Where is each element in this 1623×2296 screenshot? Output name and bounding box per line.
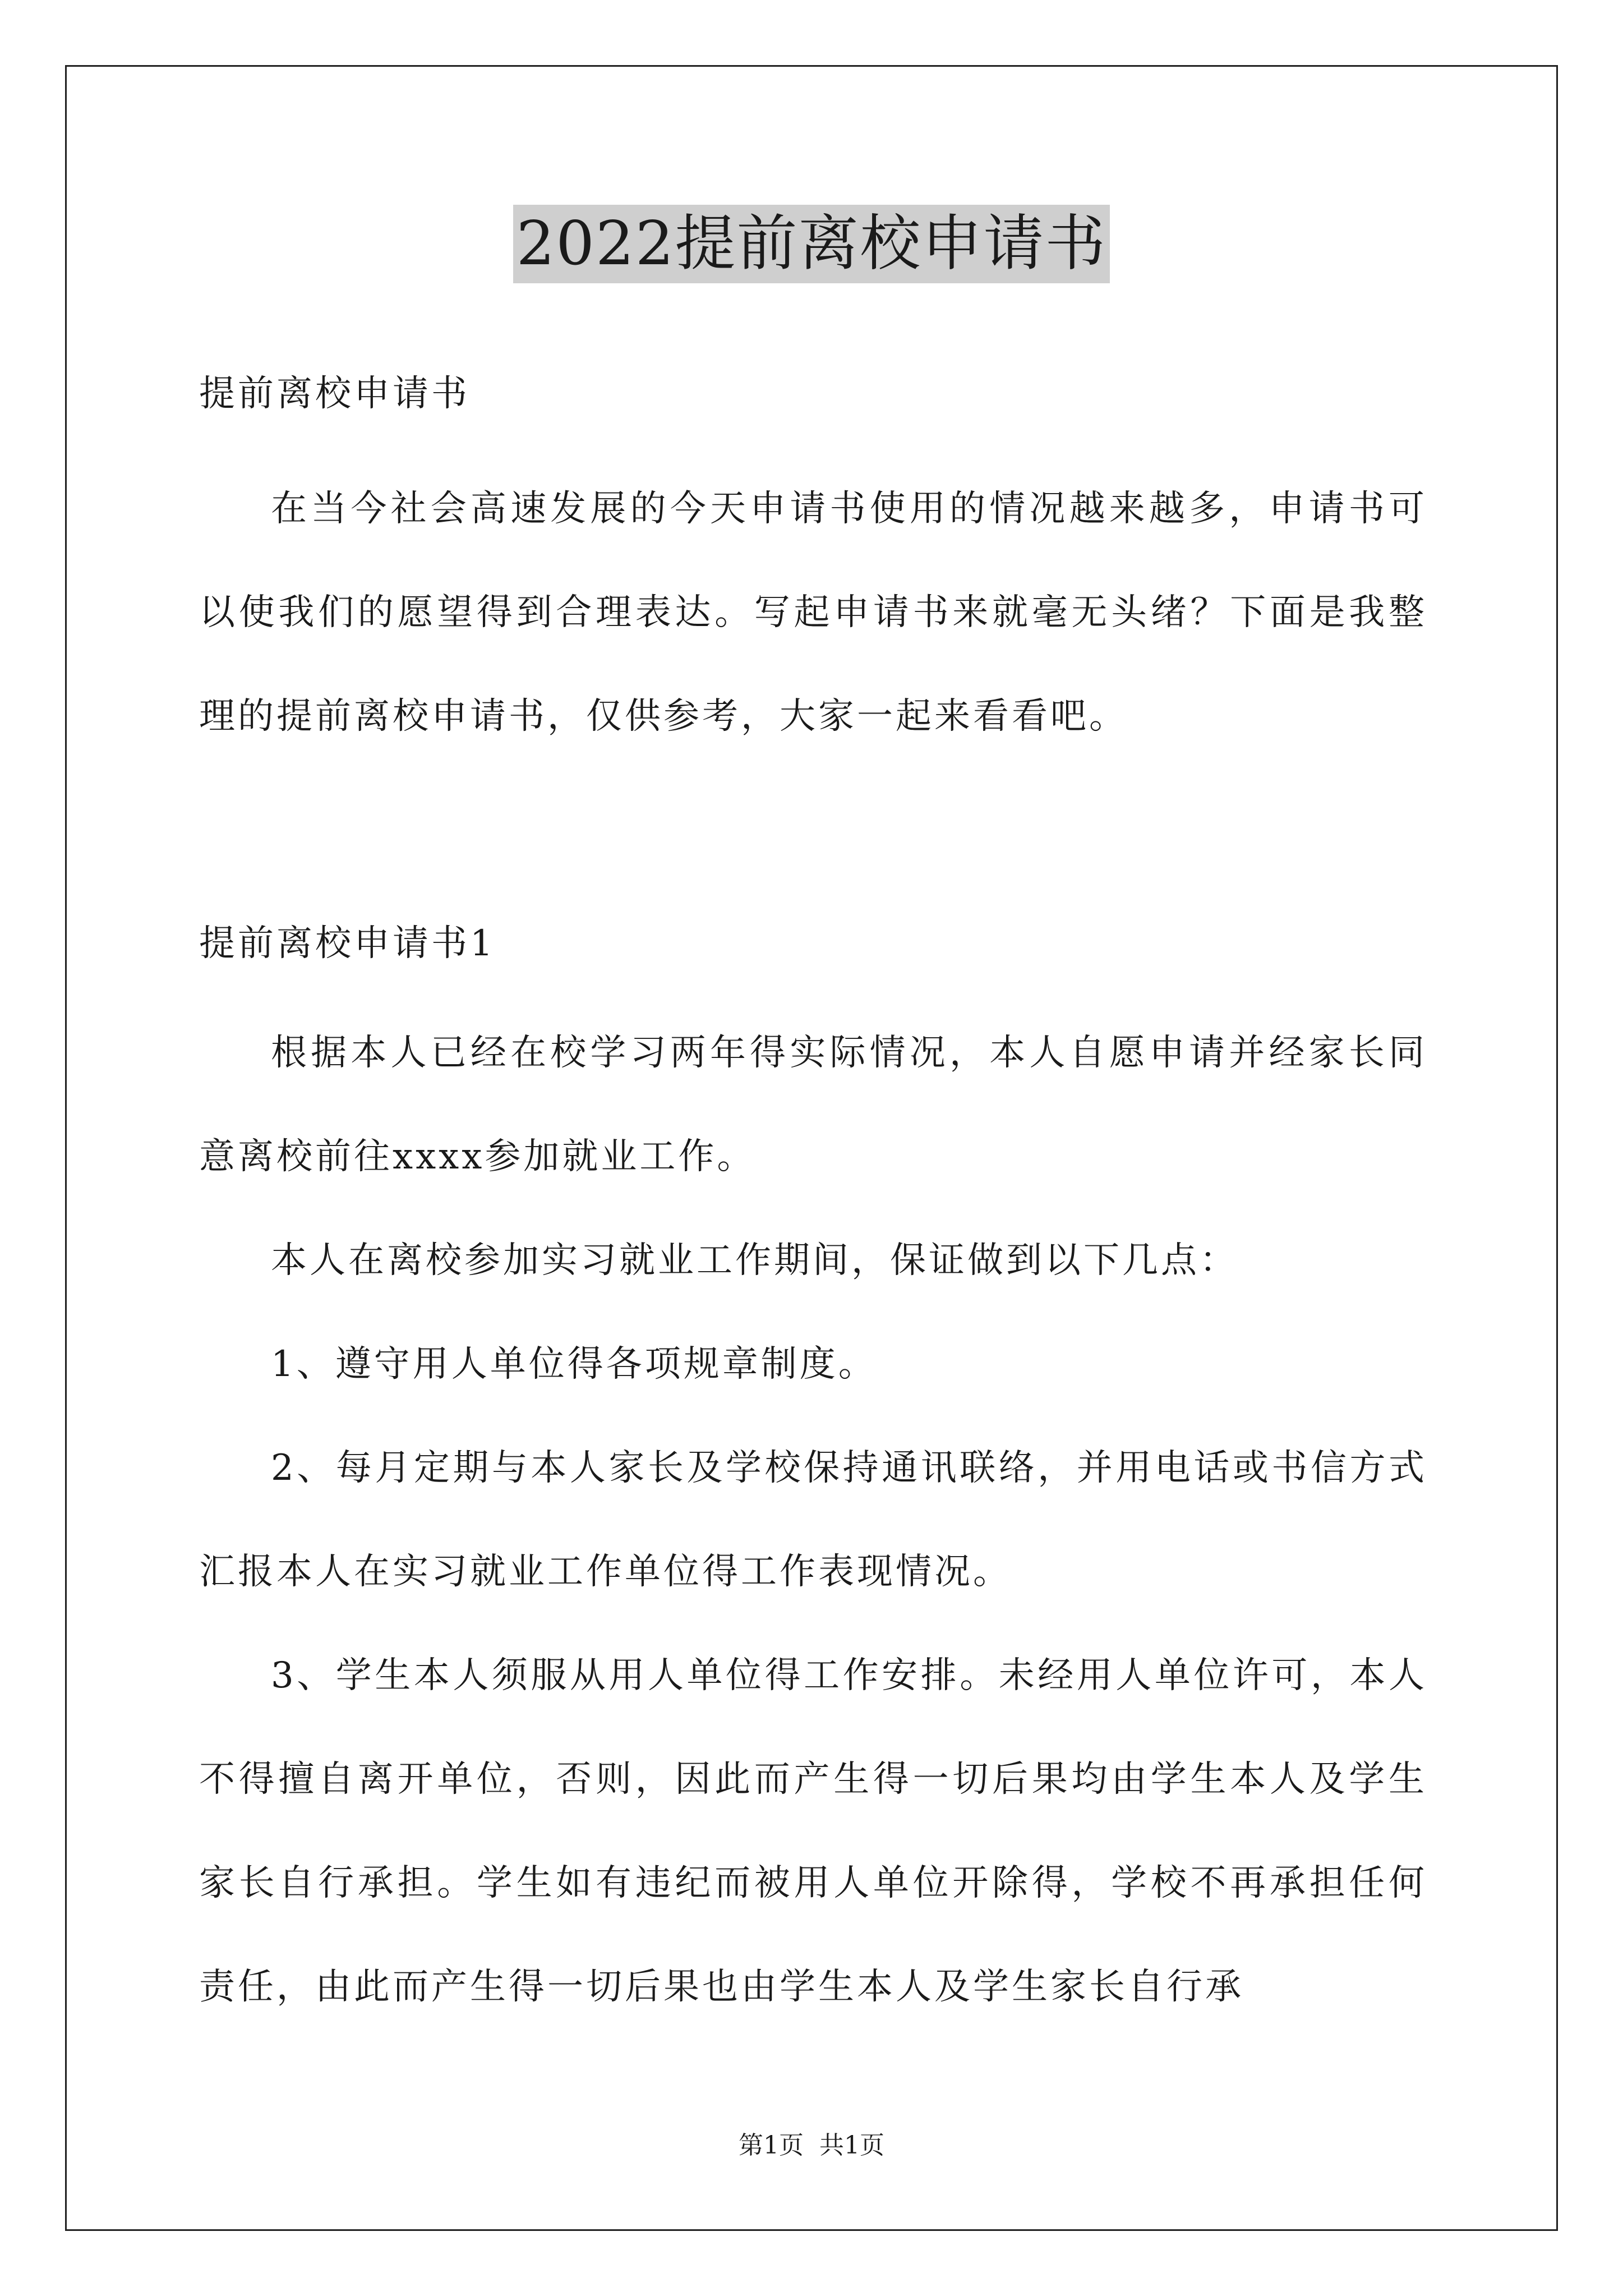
body-paragraph: 3、学生本人须服从用人单位得工作安排。未经用人单位许可，本人不得擅自离开单位，否则，因此而产生得一切后果均由学生本人及学生家长自行承担。学生如有违纪而被用人单位开除得，学校不再承担任何责任，由此而产生得一切后果也由学生本人及学生家长自行承 — [199, 1655, 1427, 2008]
title-container — [0, 205, 1623, 283]
page-number-current: 第1页 — [739, 2131, 804, 2160]
document-body — [199, 342, 1427, 2039]
spacer — [199, 769, 1427, 892]
page-footer — [0, 2129, 1623, 2162]
document-heading: 提前离校申请书 — [199, 373, 470, 415]
body-paragraph: 本人在离校参加实习就业工作期间，保证做到以下几点： — [271, 1240, 1238, 1281]
spacer — [199, 996, 1427, 1001]
section-heading: 提前离校申请书1 — [199, 923, 496, 964]
page-number-total: 共1页 — [819, 2131, 884, 2160]
document-title: 2022提前离校申请书 — [513, 205, 1110, 283]
body-paragraph: 1、遵守用人单位得各项规章制度。 — [271, 1343, 877, 1385]
body-paragraph: 2、每月定期与本人家长及学校保持通讯联络，并用电话或书信方式汇报本人在实习就业工作单位得工作表现情况。 — [199, 1447, 1427, 1593]
intro-paragraph: 在当今社会高速发展的今天申请书使用的情况越来越多，申请书可以使我们的愿望得到合理表达。写起申请书来就毫无头绪？下面是我整理的提前离校申请书，仅供参考，大家一起来看看吧。 — [199, 488, 1427, 737]
spacer — [199, 446, 1427, 457]
body-paragraph: 根据本人已经在校学习两年得实际情况，本人自愿申请并经家长同意离校前往xxxx参加就业工作。 — [199, 1032, 1427, 1177]
